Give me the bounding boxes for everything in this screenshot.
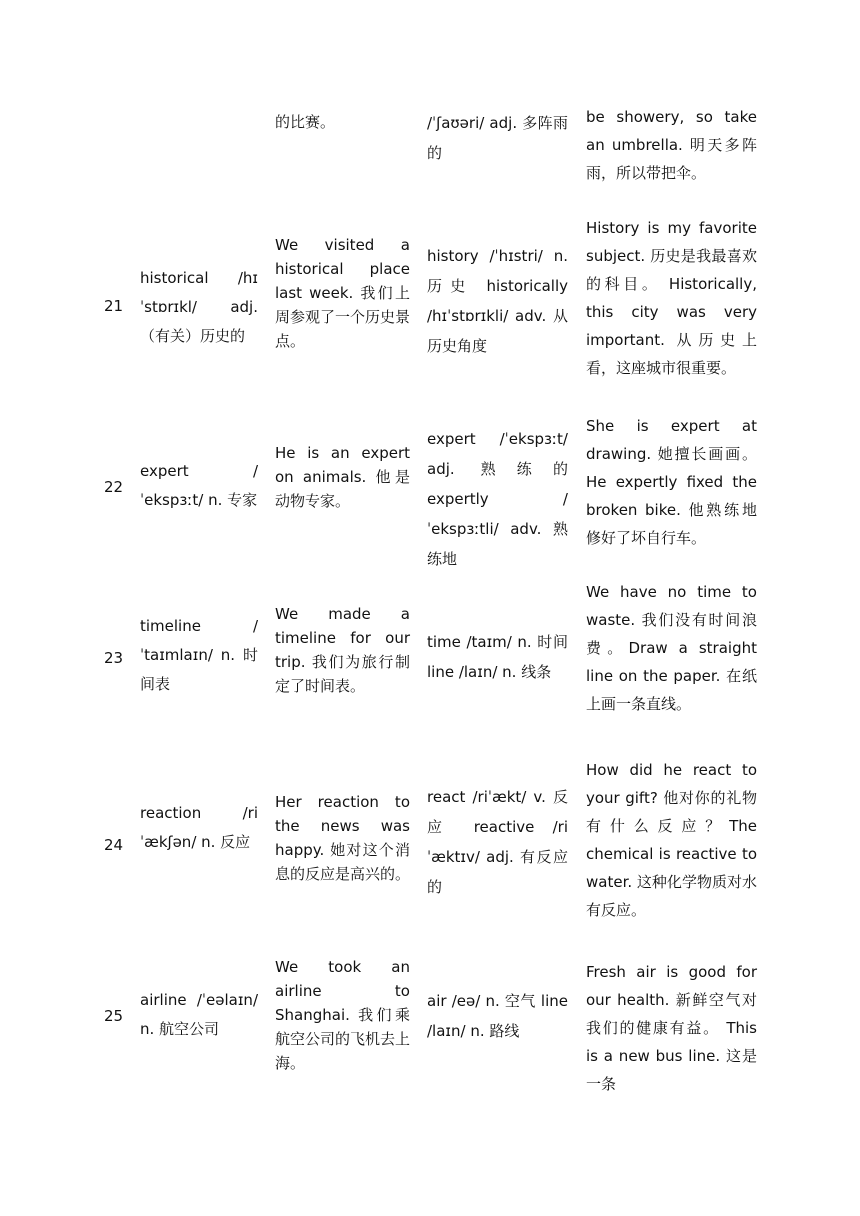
- sentence-cell: be showery, so take an umbrella. 明天多阵雨，所以带把伞。: [586, 108, 757, 182]
- example-cell: We made a timeline for our trip. 我们为旅行制定了时间表。: [275, 605, 410, 695]
- row-number: 23: [104, 649, 124, 667]
- sentence-cell: She is expert at drawing. 她擅长画画。 He expertly fixed the broken bike. 他熟练地修好了坏自行车。: [586, 417, 757, 547]
- sentence-cell: Fresh air is good for our health. 新鲜空气对我们的健康有益。 This is a new bus line. 这是一条: [586, 963, 757, 1093]
- row-number: 22: [104, 478, 124, 496]
- row-number: 24: [104, 836, 124, 854]
- row-number: 25: [104, 1007, 124, 1025]
- related-words-cell: /ˈʃaʊəri/ adj. 多阵雨的: [427, 114, 568, 162]
- word-cell: airline /ˈeəlaɪn/ n. 航空公司: [140, 991, 258, 1038]
- example-cell: We took an airline to Shanghai. 我们乘航空公司的飞机去上海。: [275, 958, 411, 1072]
- word-cell: historical /hɪˈstɒrɪkl/ adj. （有关）历史的: [140, 269, 258, 345]
- related-words-cell: time /taɪm/ n. 时间 line /laɪn/ n. 线条: [427, 633, 568, 681]
- row-number: 21: [104, 297, 124, 315]
- related-words-cell: expert /ˈekspɜːt/ adj. 熟练的 expertly /ˈekspɜːtli/ adv. 熟练地: [427, 430, 568, 568]
- example-cell: We visited a historical place last week. 我们上周参观了一个历史景点。: [275, 236, 411, 350]
- sentence-cell: We have no time to waste. 我们没有时间浪费。Draw a straight line on the paper. 在纸上画一条直线。: [586, 583, 757, 713]
- example-cell: 的比赛。: [275, 113, 336, 131]
- example-cell: Her reaction to the news was happy. 她对这个消息的反应是高兴的。: [275, 793, 411, 883]
- sentence-cell: History is my favorite subject. 历史是我最喜欢的科目。 Historically, this city was very important. 从历史上看，这座城市很重要。: [586, 219, 757, 377]
- sentence-cell: How did he react to your gift? 他对你的礼物有什么反应？The chemical is reactive to water. 这种化学物质对水有反应。: [586, 761, 757, 919]
- word-cell: reaction /riˈækʃən/ n. 反应: [140, 804, 258, 851]
- related-words-cell: history /ˈhɪstri/ n. 历史 historically /hɪˈstɒrɪkli/ adv. 从历史角度: [427, 247, 568, 355]
- word-cell: expert /ˈekspɜːt/ n. 专家: [140, 462, 258, 509]
- related-words-cell: react /riˈækt/ v. 反应 reactive /riˈæktɪv/ adj. 有反应的: [427, 788, 568, 896]
- example-cell: He is an expert on animals. 他是动物专家。: [275, 444, 410, 510]
- related-words-cell: air /eə/ n. 空气 line /laɪn/ n. 路线: [427, 992, 568, 1040]
- word-cell: timeline /ˈtaɪmlaɪn/ n. 时间表: [140, 617, 258, 693]
